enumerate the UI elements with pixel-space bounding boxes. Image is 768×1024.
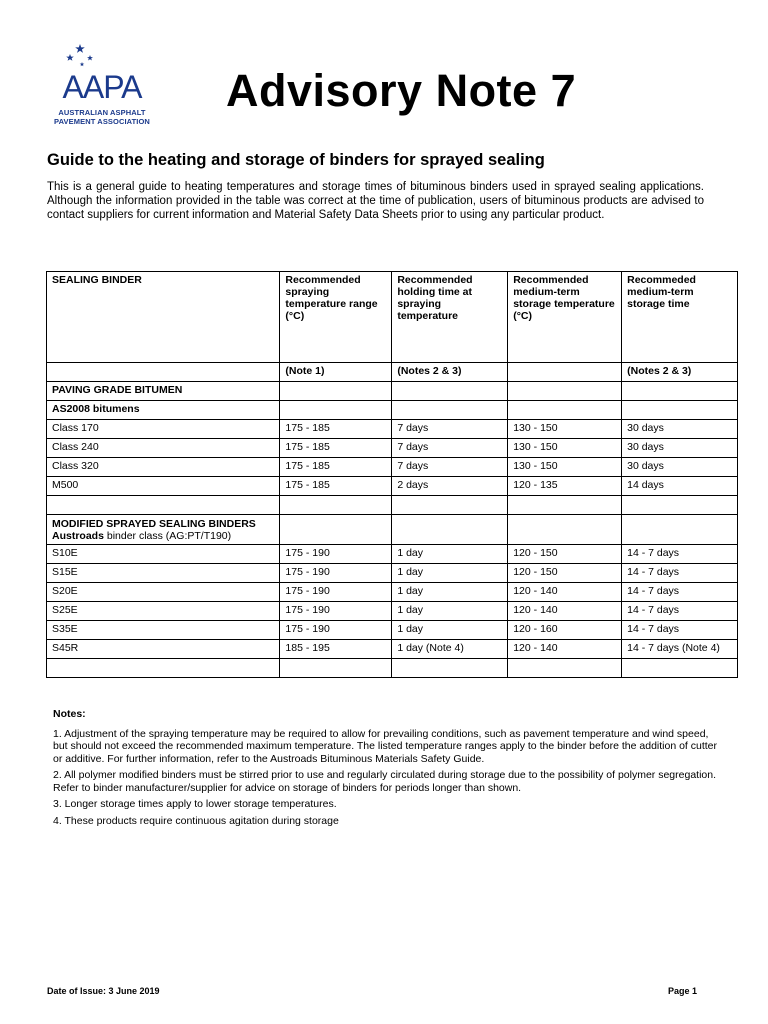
notes-heading: Notes: <box>53 708 86 720</box>
table-cell: 1 day <box>392 583 508 602</box>
table-cell: 14 - 7 days (Note 4) <box>622 640 738 659</box>
table-row <box>47 583 738 602</box>
table-cell: 7 days <box>392 458 508 477</box>
table-cell: 14 - 7 days <box>622 602 738 621</box>
note-item: 3. Longer storage times apply to lower storage temperatures. <box>53 798 337 810</box>
table-cell: S35E <box>47 621 280 640</box>
table-cell: 175 - 190 <box>280 602 392 621</box>
table-cell: 175 - 190 <box>280 583 392 602</box>
table-cell: 120 - 150 <box>508 564 622 583</box>
aapa-logo-mark <box>52 42 152 106</box>
table-cell: 130 - 150 <box>508 458 622 477</box>
page-number: Page 1 <box>668 986 698 996</box>
section-title: MODIFIED SPRAYED SEALING BINDERS <box>52 518 256 530</box>
table-cell: Class 240 <box>47 439 280 458</box>
table-cell: 120 - 140 <box>508 640 622 659</box>
table-cell: 14 - 7 days <box>622 545 738 564</box>
table-cell: M500 <box>47 477 280 496</box>
subsection-bold: Austroads <box>52 530 104 542</box>
note-item: 4. These products require continuous agitation during storage <box>53 814 339 827</box>
table-cell: 130 - 150 <box>508 420 622 439</box>
table-cell: 1 day <box>392 602 508 621</box>
table-cell: 1 day <box>392 564 508 583</box>
table-cell: S20E <box>47 583 280 602</box>
table-cell: S10E <box>47 545 280 564</box>
table-cell: 120 - 150 <box>508 545 622 564</box>
blank-row <box>47 496 738 515</box>
table-cell: 14 days <box>622 477 738 496</box>
table-cell: 120 - 140 <box>508 583 622 602</box>
table-cell: 30 days <box>622 439 738 458</box>
logo-abbr: AAPA <box>62 69 142 105</box>
table-cell: 14 - 7 days <box>622 564 738 583</box>
table-cell: 14 - 7 days <box>622 583 738 602</box>
section-cell <box>47 515 280 545</box>
table-cell: 175 - 190 <box>280 621 392 640</box>
section-row <box>47 382 738 401</box>
table-cell: 2 days <box>392 477 508 496</box>
table-cell: 1 day <box>392 545 508 564</box>
table-cell: 120 - 160 <box>508 621 622 640</box>
issue-date: Date of Issue: 3 June 2019 <box>47 986 160 996</box>
table-cell: 175 - 185 <box>280 439 392 458</box>
table-cell: S45R <box>47 640 280 659</box>
subsection-title <box>52 530 274 542</box>
table-cell: 7 days <box>392 439 508 458</box>
table-cell: 175 - 190 <box>280 545 392 564</box>
subsection-rest: binder class (AG:PT/T190) <box>103 530 232 542</box>
table-cell: 175 - 185 <box>280 458 392 477</box>
table-row <box>47 545 738 564</box>
table-cell: Class 170 <box>47 420 280 439</box>
table-note-row <box>47 363 738 382</box>
page-subtitle: Guide to the heating and storage of binders for sprayed sealing <box>47 151 545 169</box>
subsection-title: AS2008 bitumens <box>47 401 280 420</box>
note-item: 1. Adjustment of the spraying temperature may be required to allow for prevailing conditions, such as pavement temperature and wind speed, but should not exceed the recommended maximum temperature. The listed temperature ranges apply to the binder before the addition of cutter or additive. For further information, refer to the Austroads Bituminous Materials Safety Guide. <box>53 727 718 765</box>
table-row <box>47 458 738 477</box>
table-header-row <box>47 272 738 363</box>
table-cell: 175 - 185 <box>280 420 392 439</box>
table-cell: 130 - 150 <box>508 439 622 458</box>
logo-line-2: PAVEMENT ASSOCIATION <box>54 117 150 126</box>
header-sealing-binder: SEALING BINDER <box>47 272 280 363</box>
header-storage-temp: Recommended medium-term storage temperature (°C) <box>508 272 622 363</box>
table-cell: 185 - 195 <box>280 640 392 659</box>
notes-section <box>53 708 723 831</box>
subsection-row <box>47 401 738 420</box>
table-row <box>47 420 738 439</box>
intro-paragraph: This is a general guide to heating temperatures and storage times of bituminous binders used in sprayed sealing applications. Although the information provided in the table was correct at the time of publication, users of bituminous products are advised to contact suppliers for current information and Material Safety Data Sheets prior to using any particular product. <box>47 181 704 221</box>
table-cell: S15E <box>47 564 280 583</box>
header-holding-time: Recommended holding time at spraying temperature <box>392 272 508 363</box>
header-storage-time: Recommeded medium-term storage time <box>622 272 738 363</box>
table-cell: (Note 1) <box>280 363 392 382</box>
table-cell: Class 320 <box>47 458 280 477</box>
binder-table <box>46 271 738 678</box>
table-row <box>47 621 738 640</box>
table-cell: 175 - 185 <box>280 477 392 496</box>
table-cell: (Notes 2 & 3) <box>392 363 508 382</box>
table-row <box>47 640 738 659</box>
section-row <box>47 515 738 545</box>
table-row <box>47 564 738 583</box>
logo-line-1: AUSTRALIAN ASPHALT <box>58 108 146 117</box>
table-row <box>47 602 738 621</box>
header-spraying-temp: Recommended spraying temperature range (°C) <box>280 272 392 363</box>
table-cell <box>47 363 280 382</box>
section-title: PAVING GRADE BITUMEN <box>47 382 280 401</box>
table-cell: 120 - 140 <box>508 602 622 621</box>
page-title: Advisory Note 7 <box>226 65 577 116</box>
table-cell: 1 day (Note 4) <box>392 640 508 659</box>
table-cell: 30 days <box>622 458 738 477</box>
table-cell: 30 days <box>622 420 738 439</box>
table-row <box>47 477 738 496</box>
table-cell: 120 - 135 <box>508 477 622 496</box>
note-item: 2. All polymer modified binders must be stirred prior to use and regularly circulated during storage due to the possibility of polymer segregation. Refer to binder manufacturer/supplier for advice on storage of binders for periods longer than shown. <box>53 769 717 794</box>
aapa-logo <box>46 42 158 126</box>
table-cell: (Notes 2 & 3) <box>622 363 738 382</box>
table-cell: 7 days <box>392 420 508 439</box>
table-cell <box>508 363 622 382</box>
table-row <box>47 439 738 458</box>
table-cell: 1 day <box>392 621 508 640</box>
table-cell: S25E <box>47 602 280 621</box>
table-cell: 14 - 7 days <box>622 621 738 640</box>
blank-row <box>47 659 738 678</box>
table-cell: 175 - 190 <box>280 564 392 583</box>
logo-org-name <box>46 108 158 126</box>
